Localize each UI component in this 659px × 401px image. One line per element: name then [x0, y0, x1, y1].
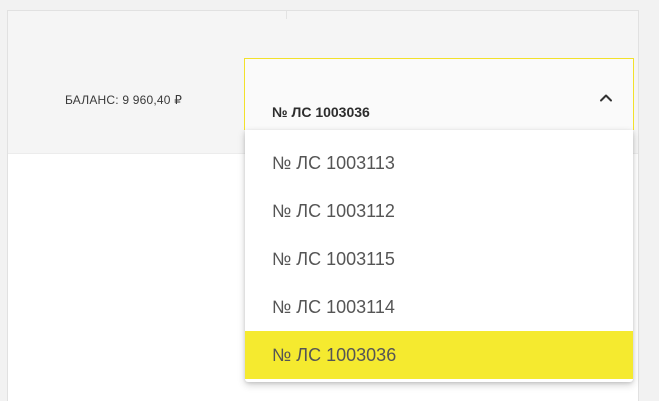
account-option[interactable]: № ЛС 1003112 — [272, 201, 395, 221]
account-option[interactable]: № ЛС 1003115 — [272, 249, 395, 269]
account-select-value: № ЛС 1003036 — [272, 104, 370, 120]
account-option-selected[interactable]: № ЛС 1003036 — [245, 331, 633, 379]
page-frame — [7, 10, 639, 401]
chevron-up-icon[interactable] — [599, 91, 613, 105]
balance-label: БАЛАНС: 9 960,40 ₽ — [65, 93, 183, 107]
account-option[interactable]: № ЛС 1003114 — [272, 297, 395, 317]
account-dropdown-list — [245, 130, 633, 382]
account-select[interactable] — [244, 58, 634, 130]
top-divider — [286, 11, 287, 19]
account-option[interactable]: № ЛС 1003113 — [272, 153, 395, 173]
